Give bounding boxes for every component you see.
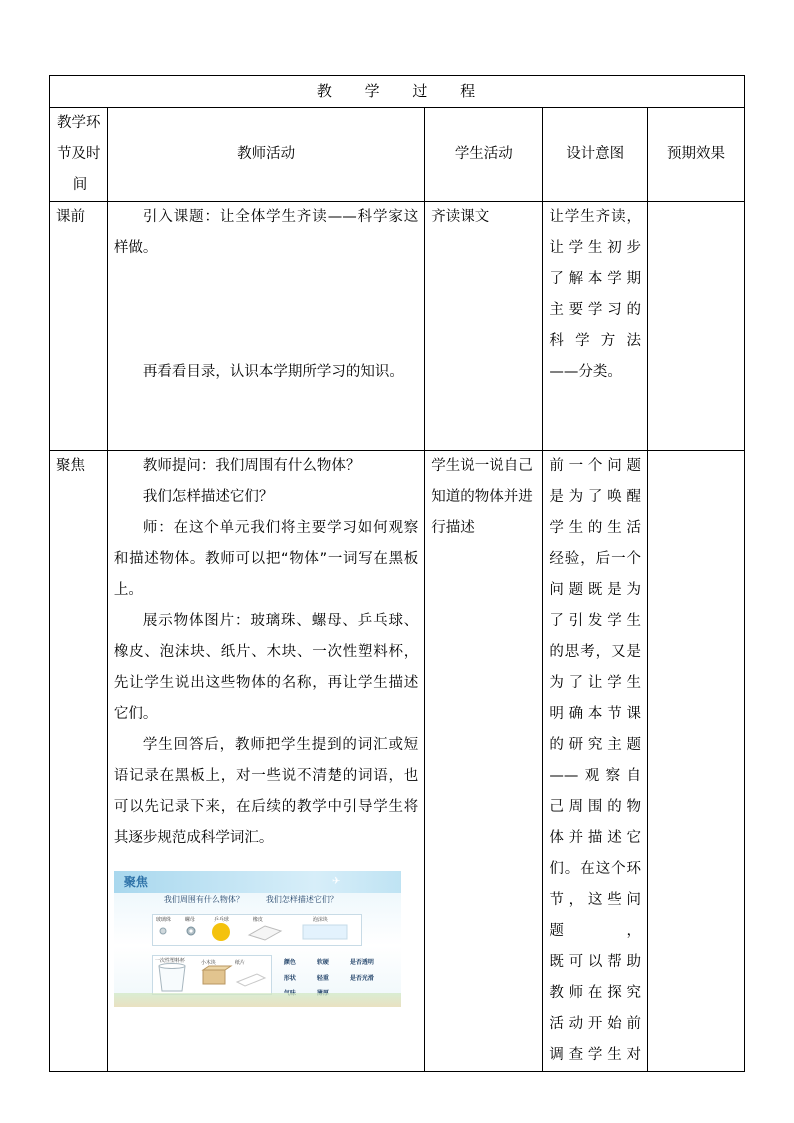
design-line: 为了让学生: [549, 675, 642, 691]
objects-bottom-box: [152, 955, 272, 995]
object-label: 橡皮: [252, 917, 263, 923]
design-line: 活动开始前: [549, 1016, 642, 1032]
object-label: 乒乓球: [213, 917, 229, 923]
teacher-paragraph: 我们怎样描述它们？: [142, 489, 274, 505]
design-line: 问题既是为: [549, 582, 642, 598]
design-line: 了引发学生: [549, 613, 642, 629]
design-line: ——分类。: [549, 364, 622, 380]
design-line: 调查学生对: [549, 1047, 642, 1063]
table-title: 教 学 过 程: [50, 76, 745, 108]
slide-question: 我们周围有什么物体？: [163, 895, 244, 904]
describe-word: 颜色: [283, 959, 296, 966]
effect-cell: [648, 451, 745, 1072]
describe-word: 形状: [283, 975, 296, 982]
design-line: 己周围的物: [549, 799, 642, 815]
teacher-cell: [107, 451, 424, 1072]
design-line: ——观察自: [549, 768, 642, 784]
table-row: [50, 451, 745, 1072]
design-line: 学生的生活: [549, 520, 642, 536]
teacher-paragraph: 展示物体图片：玻璃珠、螺母、乒乓球、橡皮、泡沫块、纸片、木块、一次性塑料杯，先让学生说出这些物体的名称，再让学生描述它们。: [113, 613, 419, 722]
lesson-process-table: [49, 75, 745, 1072]
object-label: 一次性塑料杯: [154, 958, 185, 964]
object-label: 螺母: [184, 917, 195, 923]
design-line: 教师在探究: [549, 985, 642, 1001]
teacher-cell: [107, 202, 424, 451]
student-cell: 学生说一说自己知道的物体并进行描述: [425, 451, 543, 1072]
design-line: 前一个问题: [549, 458, 642, 474]
design-cell: [543, 202, 648, 451]
teacher-paragraph: 引入课题：让全体学生齐读——科学家这样做。: [113, 209, 419, 256]
header-design: 设计意图: [543, 108, 648, 202]
design-line: 让学生齐读，: [549, 209, 642, 225]
header-student: 学生活动: [425, 108, 543, 202]
design-line: 主要学习的: [549, 302, 642, 318]
header-stage: [50, 108, 108, 202]
object-label: 玻璃珠: [155, 917, 171, 923]
describe-word: 软硬: [316, 959, 329, 966]
seagull-icon: ✈: [331, 876, 341, 887]
design-line: 的研究主题: [549, 737, 642, 753]
student-cell: 齐读课文: [425, 202, 543, 451]
spacer: [114, 264, 418, 357]
object-label: 小木块: [200, 960, 216, 966]
header-stage-line: 节及时: [57, 146, 101, 162]
describe-word: 是否光滑: [349, 975, 374, 982]
slide-banner: [114, 871, 401, 893]
design-line: 了解本学期: [549, 271, 642, 287]
header-effect: 预期效果: [648, 108, 745, 202]
design-cell: [543, 451, 648, 1072]
object-label: 泡沫块: [312, 917, 328, 923]
design-line: 科学方法: [549, 333, 642, 349]
header-stage-line: 教学环: [57, 115, 101, 131]
header-row: [50, 108, 745, 202]
title-row: [50, 76, 745, 108]
teacher-paragraph: 学生回答后，教师把学生提到的词汇或短语记录在黑板上，对一些说不清楚的词语，也可以先记录下来，在后续的教学中引导学生将其逐步规范成科学词汇。: [113, 737, 419, 846]
stage-cell: 聚焦: [50, 451, 108, 1072]
design-line: 既可以帮助: [549, 954, 642, 970]
design-line: 节，这些问题，: [549, 892, 642, 939]
objects-top-drawing: [153, 915, 361, 945]
stage-cell: 课前: [50, 202, 108, 451]
slide-ground: [114, 993, 401, 1007]
focus-slide-image: [114, 871, 401, 1007]
slide-tag: 聚焦: [123, 875, 148, 889]
describe-word: 是否透明: [349, 959, 374, 966]
design-line: 经验，后一个: [549, 551, 642, 567]
design-line: 的思考，又是: [549, 644, 642, 660]
teacher-paragraph: 师：在这个单元我们将主要学习如何观察和描述物体。教师可以把“物体”一词写在黑板上。: [113, 520, 419, 598]
objects-top-box: [152, 914, 362, 946]
header-teacher: 教师活动: [107, 108, 424, 202]
slide-question: 我们怎样描述它们？: [265, 895, 338, 904]
design-line: 们。在这个环: [549, 861, 642, 877]
describe-word: 轻重: [316, 975, 329, 982]
header-stage-line: 间: [72, 177, 88, 193]
design-line: 体并描述它: [549, 830, 642, 846]
objects-bottom-drawing: [153, 956, 271, 994]
table-row: [50, 202, 745, 451]
design-line: 让学生初步: [549, 240, 642, 256]
design-line: 明确本节课: [549, 706, 642, 722]
design-line: 是为了唤醒: [549, 489, 642, 505]
teacher-paragraph: 再看看目录，认识本学期所学习的知识。: [142, 364, 404, 380]
object-label: 纸片: [234, 960, 245, 966]
teacher-paragraph: 教师提问：我们周围有什么物体？: [142, 458, 361, 474]
effect-cell: [648, 202, 745, 451]
